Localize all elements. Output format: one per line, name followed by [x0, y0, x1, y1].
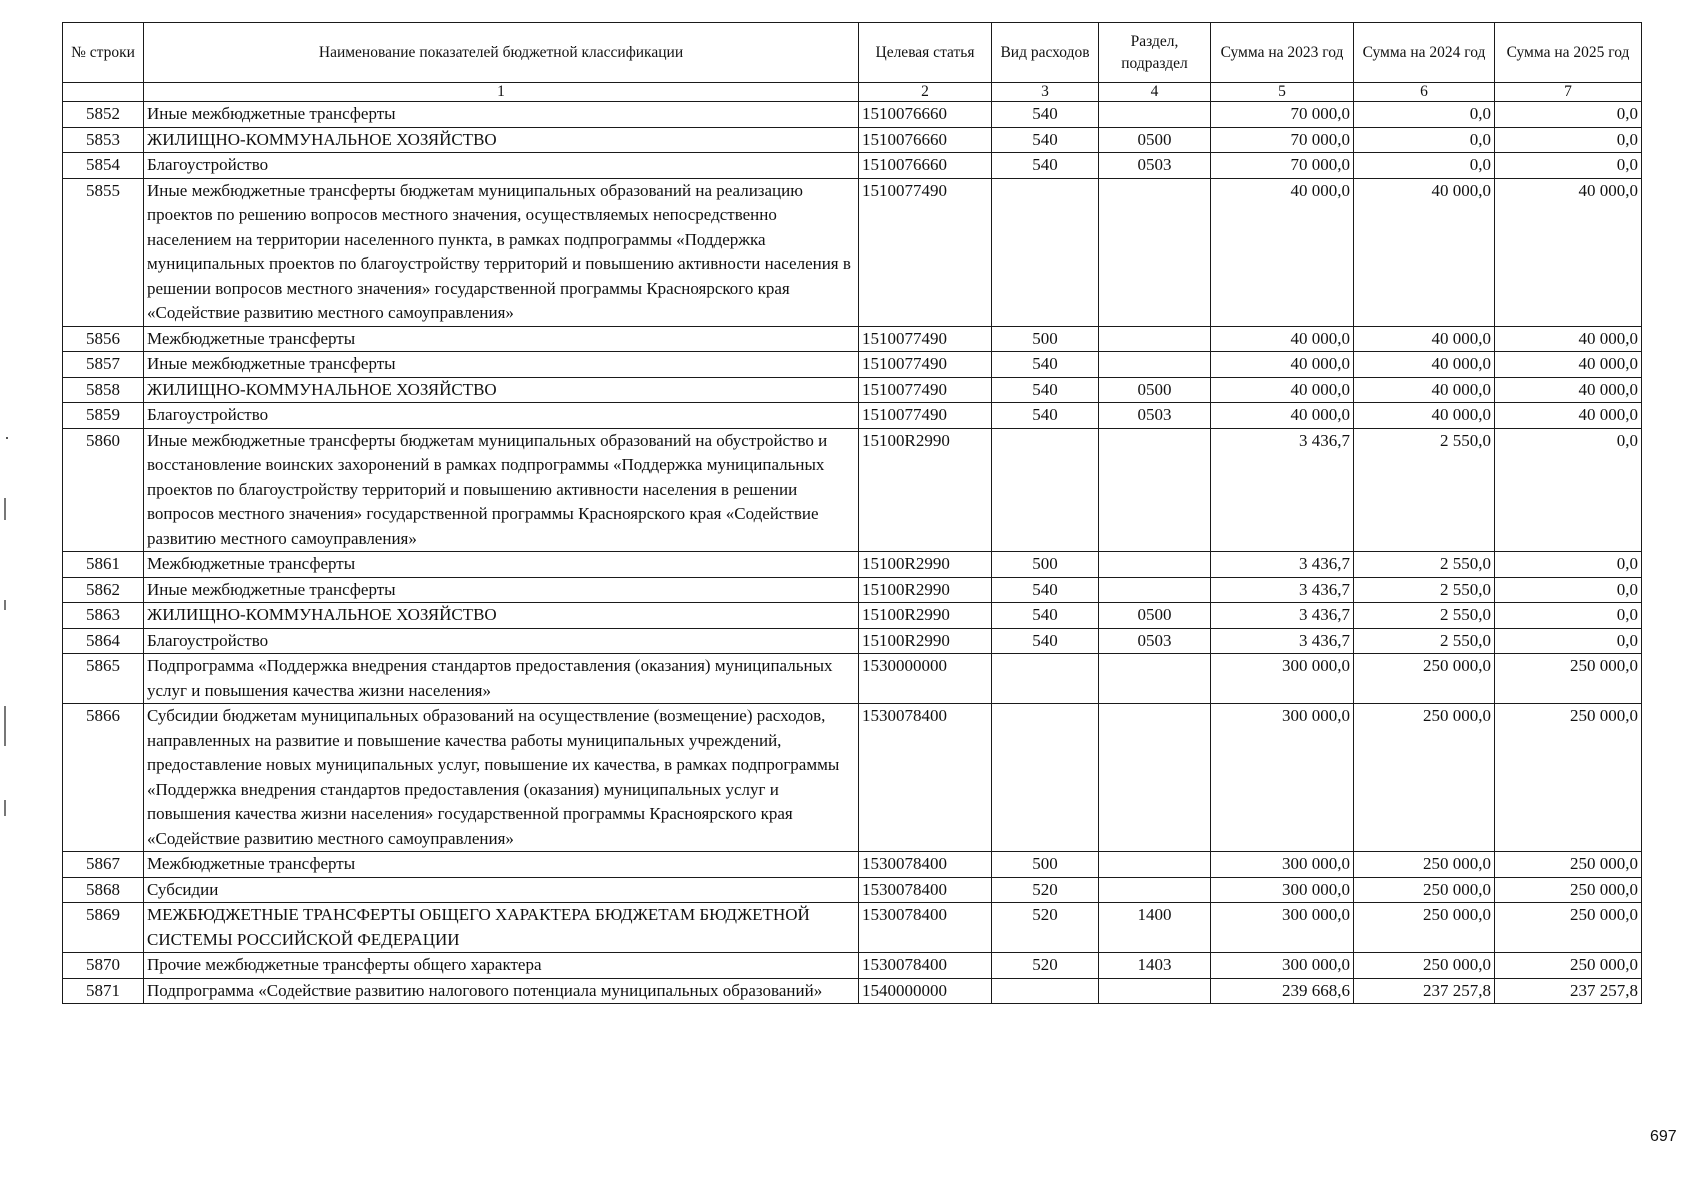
indicator-name-cell: Иные межбюджетные трансферты бюджетам муниципальных образований на обустройство и восстановление воинских захоронений в рамках подпрограммы «Поддержка муниципальных проектов по благоустройству территорий и повышению активности населения в решении вопросов местного значения» государственной программы Красноярского края «Содействие развитию местного самоуправления» — [144, 428, 859, 552]
expense-type-cell: 520 — [992, 953, 1099, 979]
sum-2023-cell: 70 000,0 — [1211, 102, 1354, 128]
sum-2024-cell: 40 000,0 — [1354, 377, 1495, 403]
sum-2023-cell: 3 436,7 — [1211, 552, 1354, 578]
section-cell — [1099, 877, 1211, 903]
section-cell — [1099, 178, 1211, 326]
indicator-name-cell: ЖИЛИЩНО-КОММУНАЛЬНОЕ ХОЗЯЙСТВО — [144, 603, 859, 629]
table-row — [63, 603, 1642, 629]
column-number — [63, 83, 144, 102]
table-row — [63, 654, 1642, 704]
indicator-name-cell: Субсидии бюджетам муниципальных образований на осуществление (возмещение) расходов, направленных на развитие и повышение качества работы муниципальных учреждений, предоставление новых муниципальных услуг, повышение их качества, в рамках подпрограммы «Поддержка внедрения стандартов предоставления (оказания) муниципальных услуг и повышения качества жизни населения» государственной программы Красноярского края «Содействие развитию местного самоуправления» — [144, 704, 859, 852]
section-cell — [1099, 654, 1211, 704]
sum-2024-cell: 250 000,0 — [1354, 704, 1495, 852]
row-number-cell: 5861 — [63, 552, 144, 578]
section-cell — [1099, 577, 1211, 603]
sum-2024-cell: 40 000,0 — [1354, 326, 1495, 352]
expense-type-cell: 540 — [992, 377, 1099, 403]
section-cell: 1403 — [1099, 953, 1211, 979]
table-row — [63, 704, 1642, 852]
row-number-cell: 5859 — [63, 403, 144, 429]
expense-type-cell: 540 — [992, 603, 1099, 629]
table-body — [63, 102, 1642, 1004]
indicator-name-cell: Благоустройство — [144, 403, 859, 429]
table-row — [63, 903, 1642, 953]
row-number-cell: 5871 — [63, 978, 144, 1004]
sum-2023-cell: 3 436,7 — [1211, 428, 1354, 552]
row-number-cell: 5864 — [63, 628, 144, 654]
budget-table — [62, 22, 1642, 1004]
sum-2025-cell: 250 000,0 — [1495, 704, 1642, 852]
table-row — [63, 552, 1642, 578]
sum-2024-cell: 40 000,0 — [1354, 352, 1495, 378]
expense-type-cell — [992, 428, 1099, 552]
target-article-cell: 1530000000 — [859, 654, 992, 704]
target-article-cell: 1510077490 — [859, 352, 992, 378]
sum-2023-cell: 300 000,0 — [1211, 953, 1354, 979]
document-sheet — [62, 22, 1641, 1004]
sum-2023-cell: 300 000,0 — [1211, 654, 1354, 704]
expense-type-cell: 540 — [992, 628, 1099, 654]
sum-2023-cell: 300 000,0 — [1211, 852, 1354, 878]
sum-2024-cell: 237 257,8 — [1354, 978, 1495, 1004]
target-article-cell: 1510077490 — [859, 403, 992, 429]
sum-2025-cell: 40 000,0 — [1495, 377, 1642, 403]
header-sum-2024: Сумма на 2024 год — [1354, 23, 1495, 83]
indicator-name-cell: Подпрограмма «Поддержка внедрения стандартов предоставления (оказания) муниципальных услуг и повышения качества жизни населения» — [144, 654, 859, 704]
section-cell — [1099, 978, 1211, 1004]
expense-type-cell: 540 — [992, 352, 1099, 378]
target-article-cell: 1510076660 — [859, 127, 992, 153]
table-row — [63, 577, 1642, 603]
table-row — [63, 102, 1642, 128]
sum-2023-cell: 70 000,0 — [1211, 153, 1354, 179]
target-article-cell: 1530078400 — [859, 852, 992, 878]
scan-artifact — [4, 706, 6, 746]
target-article-cell: 1530078400 — [859, 704, 992, 852]
section-cell — [1099, 326, 1211, 352]
column-number-row — [63, 83, 1642, 102]
indicator-name-cell: Иные межбюджетные трансферты — [144, 577, 859, 603]
target-article-cell: 1510077490 — [859, 326, 992, 352]
expense-type-cell: 540 — [992, 102, 1099, 128]
expense-type-cell: 540 — [992, 577, 1099, 603]
expense-type-cell: 500 — [992, 552, 1099, 578]
indicator-name-cell: Иные межбюджетные трансферты бюджетам муниципальных образований на реализацию проектов по решению вопросов местного значения, осуществляемых непосредственно населением на территории населенного пункта, в рамках подпрограммы «Поддержка муниципальных проектов по благоустройству территорий и повышению активности населения в решении вопросов местного значения» государственной программы Красноярского края «Содействие развитию местного самоуправления» — [144, 178, 859, 326]
table-row — [63, 978, 1642, 1004]
sum-2023-cell: 239 668,6 — [1211, 978, 1354, 1004]
target-article-cell: 1510077490 — [859, 377, 992, 403]
table-row — [63, 178, 1642, 326]
sum-2025-cell: 0,0 — [1495, 428, 1642, 552]
sum-2023-cell: 70 000,0 — [1211, 127, 1354, 153]
table-header-row — [63, 23, 1642, 83]
sum-2025-cell: 0,0 — [1495, 603, 1642, 629]
sum-2025-cell: 0,0 — [1495, 127, 1642, 153]
sum-2025-cell: 250 000,0 — [1495, 654, 1642, 704]
table-row — [63, 852, 1642, 878]
section-cell — [1099, 852, 1211, 878]
indicator-name-cell: ЖИЛИЩНО-КОММУНАЛЬНОЕ ХОЗЯЙСТВО — [144, 377, 859, 403]
scan-artifact — [4, 600, 6, 610]
column-number: 7 — [1495, 83, 1642, 102]
sum-2023-cell: 3 436,7 — [1211, 603, 1354, 629]
sum-2024-cell: 2 550,0 — [1354, 577, 1495, 603]
section-cell — [1099, 352, 1211, 378]
row-number-cell: 5866 — [63, 704, 144, 852]
sum-2024-cell: 250 000,0 — [1354, 877, 1495, 903]
sum-2025-cell: 0,0 — [1495, 102, 1642, 128]
indicator-name-cell: Межбюджетные трансферты — [144, 326, 859, 352]
expense-type-cell: 540 — [992, 153, 1099, 179]
sum-2025-cell: 40 000,0 — [1495, 403, 1642, 429]
sum-2025-cell: 0,0 — [1495, 552, 1642, 578]
sum-2025-cell: 0,0 — [1495, 153, 1642, 179]
sum-2025-cell: 250 000,0 — [1495, 953, 1642, 979]
section-cell — [1099, 102, 1211, 128]
indicator-name-cell: Иные межбюджетные трансферты — [144, 102, 859, 128]
row-number-cell: 5867 — [63, 852, 144, 878]
expense-type-cell: 500 — [992, 326, 1099, 352]
header-name: Наименование показателей бюджетной классификации — [144, 23, 859, 83]
section-cell — [1099, 428, 1211, 552]
scan-artifact — [4, 800, 6, 816]
indicator-name-cell: Подпрограмма «Содействие развитию налогового потенциала муниципальных образований» — [144, 978, 859, 1004]
row-number-cell: 5860 — [63, 428, 144, 552]
sum-2024-cell: 40 000,0 — [1354, 403, 1495, 429]
section-cell: 0503 — [1099, 153, 1211, 179]
header-row-num: № строки — [63, 23, 144, 83]
target-article-cell: 1530078400 — [859, 877, 992, 903]
sum-2023-cell: 40 000,0 — [1211, 326, 1354, 352]
indicator-name-cell: Прочие межбюджетные трансферты общего характера — [144, 953, 859, 979]
sum-2023-cell: 300 000,0 — [1211, 877, 1354, 903]
indicator-name-cell: ЖИЛИЩНО-КОММУНАЛЬНОЕ ХОЗЯЙСТВО — [144, 127, 859, 153]
target-article-cell: 1540000000 — [859, 978, 992, 1004]
sum-2025-cell: 237 257,8 — [1495, 978, 1642, 1004]
header-razdel: Раздел, подраздел — [1099, 23, 1211, 83]
sum-2023-cell: 3 436,7 — [1211, 577, 1354, 603]
table-row — [63, 428, 1642, 552]
target-article-cell: 15100R2990 — [859, 577, 992, 603]
row-number-cell: 5868 — [63, 877, 144, 903]
sum-2024-cell: 250 000,0 — [1354, 852, 1495, 878]
table-row — [63, 352, 1642, 378]
target-article-cell: 15100R2990 — [859, 552, 992, 578]
indicator-name-cell: Межбюджетные трансферты — [144, 852, 859, 878]
column-number: 1 — [144, 83, 859, 102]
table-row — [63, 326, 1642, 352]
section-cell: 1400 — [1099, 903, 1211, 953]
row-number-cell: 5853 — [63, 127, 144, 153]
sum-2023-cell: 40 000,0 — [1211, 403, 1354, 429]
table-row — [63, 628, 1642, 654]
expense-type-cell: 540 — [992, 127, 1099, 153]
sum-2024-cell: 250 000,0 — [1354, 953, 1495, 979]
column-number: 6 — [1354, 83, 1495, 102]
row-number-cell: 5857 — [63, 352, 144, 378]
section-cell: 0500 — [1099, 603, 1211, 629]
sum-2025-cell: 250 000,0 — [1495, 877, 1642, 903]
table-row — [63, 127, 1642, 153]
sum-2023-cell: 300 000,0 — [1211, 903, 1354, 953]
indicator-name-cell: Благоустройство — [144, 153, 859, 179]
sum-2023-cell: 300 000,0 — [1211, 704, 1354, 852]
indicator-name-cell: Субсидии — [144, 877, 859, 903]
row-number-cell: 5855 — [63, 178, 144, 326]
column-number: 5 — [1211, 83, 1354, 102]
table-row — [63, 377, 1642, 403]
row-number-cell: 5856 — [63, 326, 144, 352]
sum-2025-cell: 250 000,0 — [1495, 852, 1642, 878]
sum-2024-cell: 40 000,0 — [1354, 178, 1495, 326]
target-article-cell: 15100R2990 — [859, 603, 992, 629]
sum-2025-cell: 40 000,0 — [1495, 178, 1642, 326]
sum-2024-cell: 0,0 — [1354, 153, 1495, 179]
row-number-cell: 5858 — [63, 377, 144, 403]
target-article-cell: 1510076660 — [859, 153, 992, 179]
section-cell: 0503 — [1099, 628, 1211, 654]
section-cell — [1099, 552, 1211, 578]
section-cell: 0500 — [1099, 127, 1211, 153]
sum-2024-cell: 0,0 — [1354, 102, 1495, 128]
sum-2025-cell: 40 000,0 — [1495, 326, 1642, 352]
expense-type-cell: 540 — [992, 403, 1099, 429]
sum-2024-cell: 2 550,0 — [1354, 603, 1495, 629]
header-sum-2023: Сумма на 2023 год — [1211, 23, 1354, 83]
target-article-cell: 15100R2990 — [859, 628, 992, 654]
section-cell — [1099, 704, 1211, 852]
target-article-cell: 15100R2990 — [859, 428, 992, 552]
column-number: 3 — [992, 83, 1099, 102]
row-number-cell: 5863 — [63, 603, 144, 629]
section-cell: 0503 — [1099, 403, 1211, 429]
sum-2024-cell: 2 550,0 — [1354, 552, 1495, 578]
sum-2025-cell: 40 000,0 — [1495, 352, 1642, 378]
expense-type-cell — [992, 178, 1099, 326]
sum-2023-cell: 40 000,0 — [1211, 178, 1354, 326]
column-number: 2 — [859, 83, 992, 102]
table-row — [63, 153, 1642, 179]
sum-2023-cell: 40 000,0 — [1211, 352, 1354, 378]
expense-type-cell: 520 — [992, 877, 1099, 903]
expense-type-cell — [992, 654, 1099, 704]
header-sum-2025: Сумма на 2025 год — [1495, 23, 1642, 83]
sum-2025-cell: 0,0 — [1495, 577, 1642, 603]
indicator-name-cell: Иные межбюджетные трансферты — [144, 352, 859, 378]
table-row — [63, 877, 1642, 903]
row-number-cell: 5854 — [63, 153, 144, 179]
expense-type-cell: 500 — [992, 852, 1099, 878]
header-vid: Вид расходов — [992, 23, 1099, 83]
expense-type-cell: 520 — [992, 903, 1099, 953]
section-cell: 0500 — [1099, 377, 1211, 403]
row-number-cell: 5870 — [63, 953, 144, 979]
sum-2023-cell: 3 436,7 — [1211, 628, 1354, 654]
target-article-cell: 1530078400 — [859, 903, 992, 953]
scan-artifact — [4, 498, 6, 520]
expense-type-cell — [992, 978, 1099, 1004]
target-article-cell: 1510076660 — [859, 102, 992, 128]
expense-type-cell — [992, 704, 1099, 852]
target-article-cell: 1530078400 — [859, 953, 992, 979]
sum-2023-cell: 40 000,0 — [1211, 377, 1354, 403]
indicator-name-cell: МЕЖБЮДЖЕТНЫЕ ТРАНСФЕРТЫ ОБЩЕГО ХАРАКТЕРА БЮДЖЕТАМ БЮДЖЕТНОЙ СИСТЕМЫ РОССИЙСКОЙ ФЕДЕРАЦИИ — [144, 903, 859, 953]
header-code: Целевая статья — [859, 23, 992, 83]
row-number-cell: 5865 — [63, 654, 144, 704]
row-number-cell: 5862 — [63, 577, 144, 603]
sum-2024-cell: 250 000,0 — [1354, 903, 1495, 953]
sum-2025-cell: 0,0 — [1495, 628, 1642, 654]
indicator-name-cell: Межбюджетные трансферты — [144, 552, 859, 578]
sum-2025-cell: 250 000,0 — [1495, 903, 1642, 953]
scan-artifact — [6, 437, 8, 439]
sum-2024-cell: 2 550,0 — [1354, 428, 1495, 552]
row-number-cell: 5852 — [63, 102, 144, 128]
table-row — [63, 403, 1642, 429]
target-article-cell: 1510077490 — [859, 178, 992, 326]
table-row — [63, 953, 1642, 979]
sum-2024-cell: 0,0 — [1354, 127, 1495, 153]
indicator-name-cell: Благоустройство — [144, 628, 859, 654]
sum-2024-cell: 250 000,0 — [1354, 654, 1495, 704]
sum-2024-cell: 2 550,0 — [1354, 628, 1495, 654]
column-number: 4 — [1099, 83, 1211, 102]
row-number-cell: 5869 — [63, 903, 144, 953]
page-number: 697 — [1650, 1128, 1677, 1145]
